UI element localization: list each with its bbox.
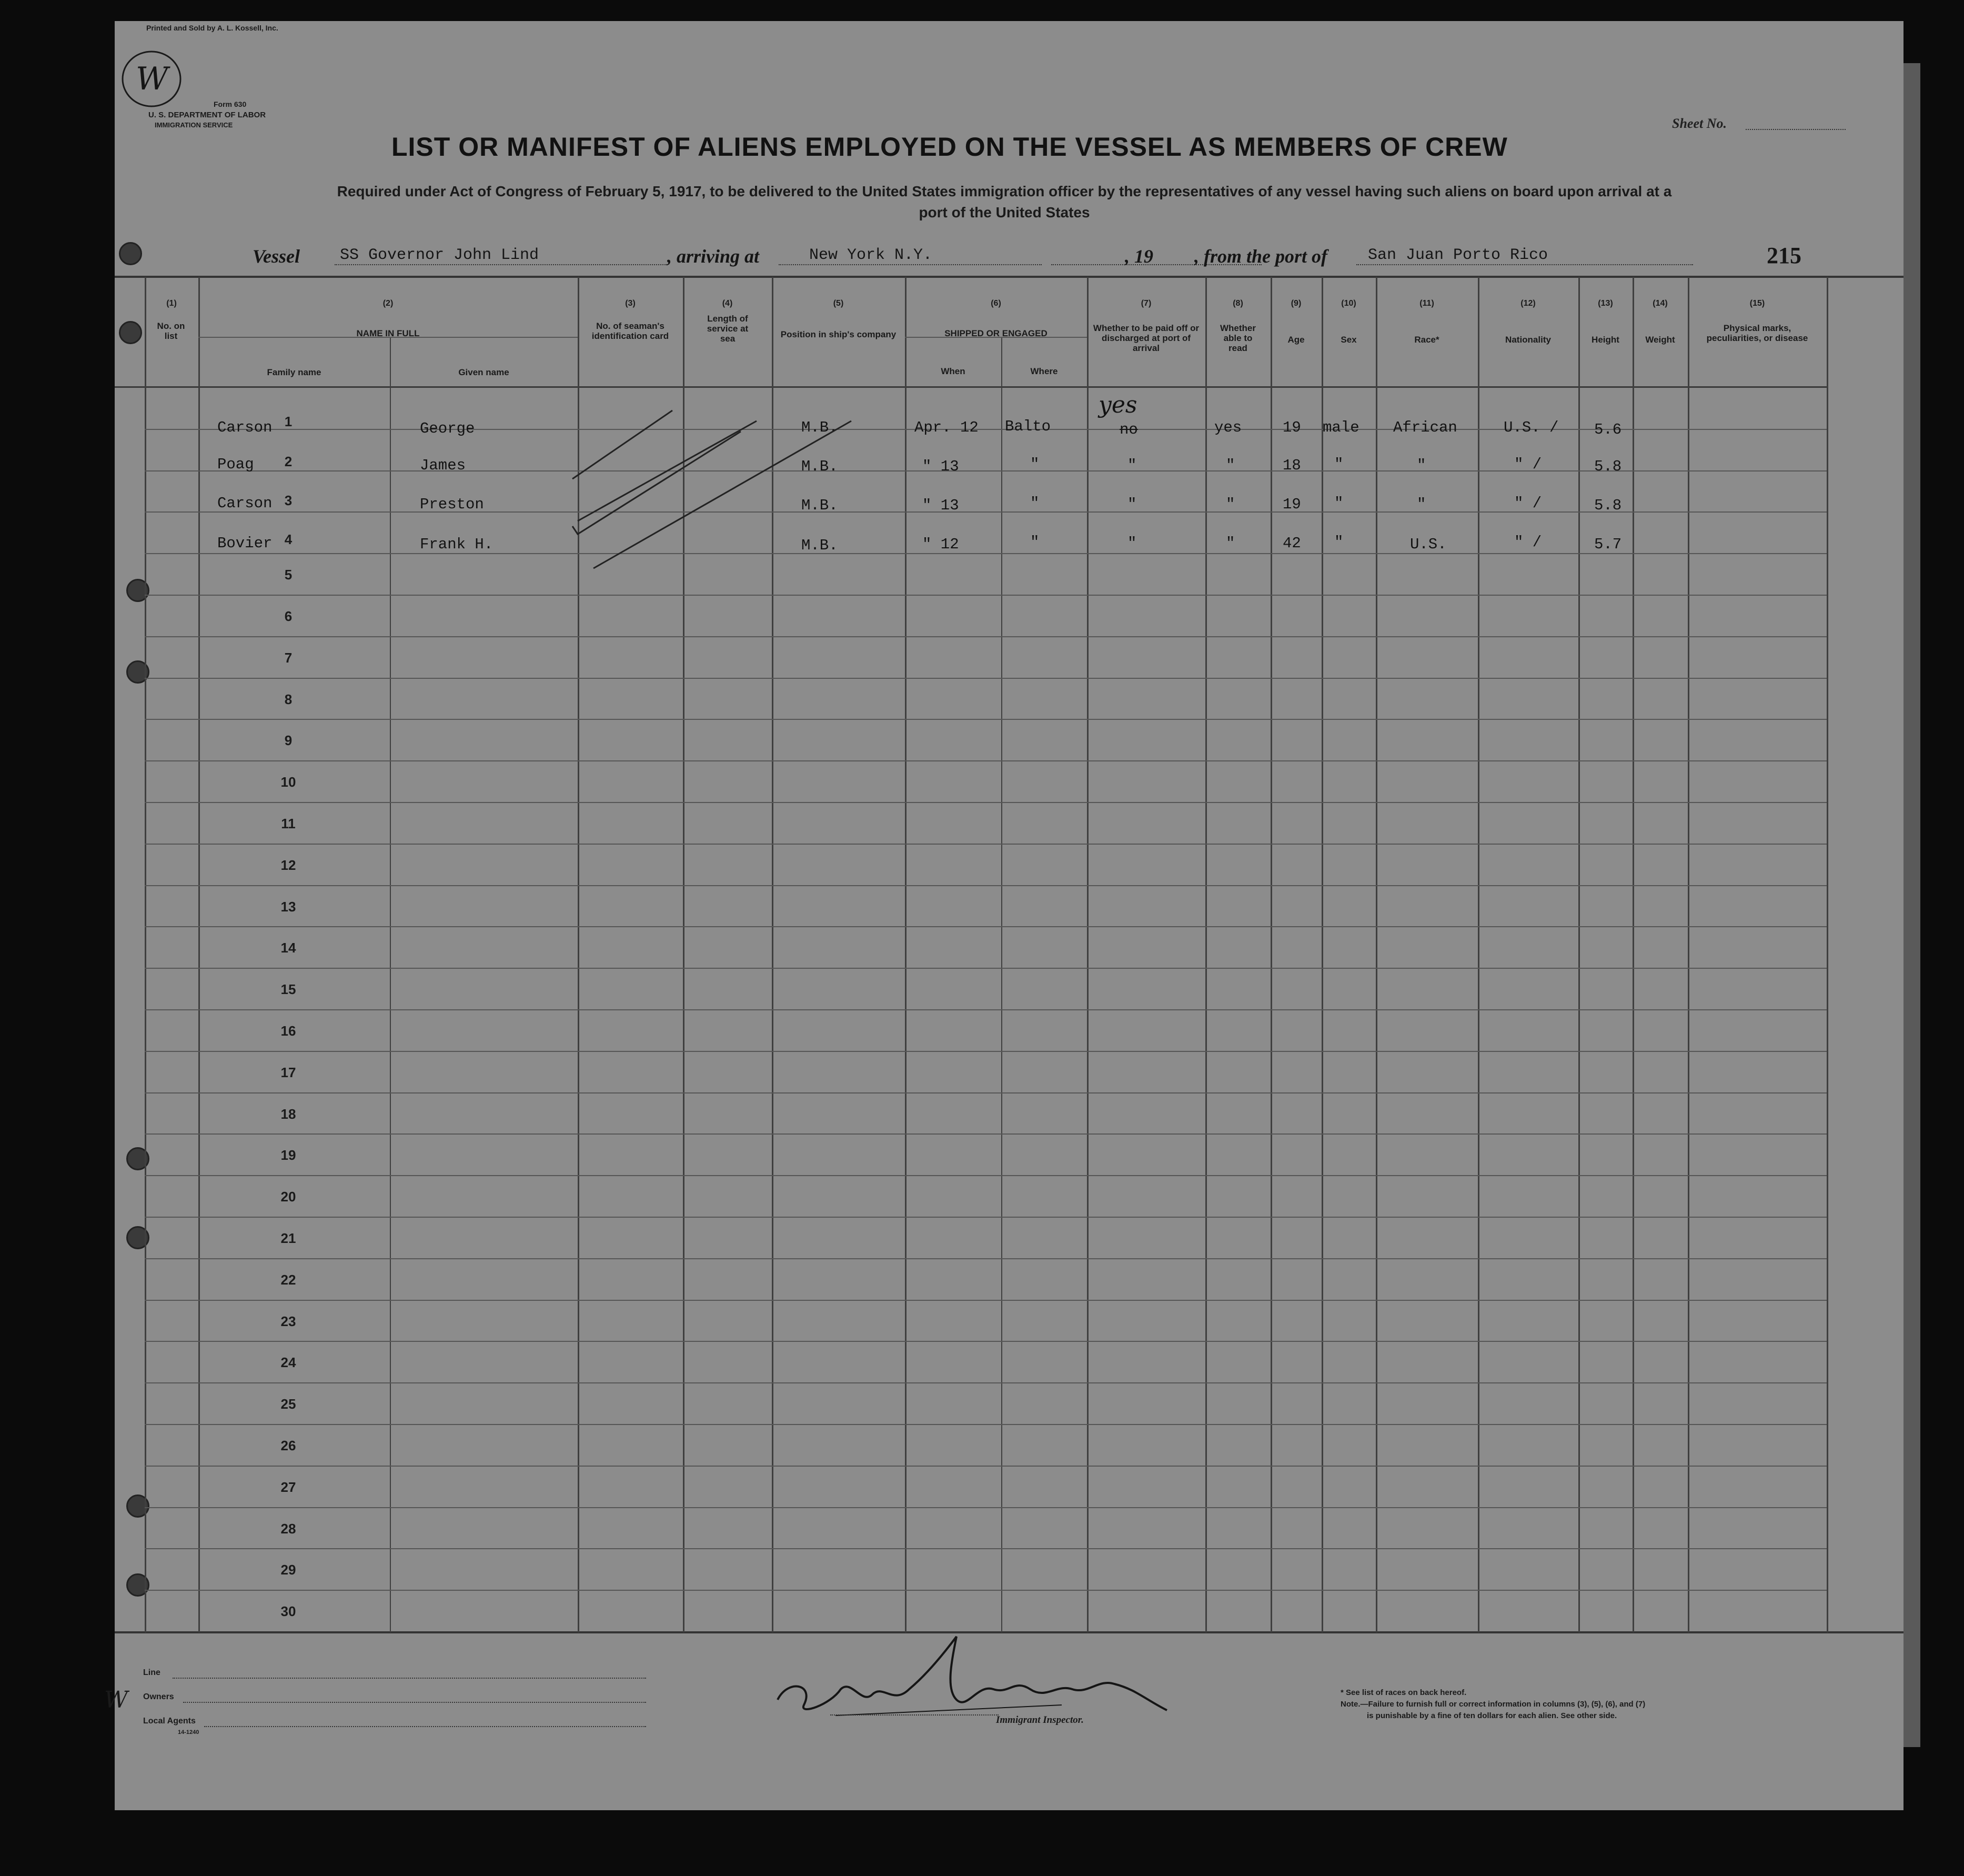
col-line (1578, 277, 1580, 1632)
form-title: LIST OR MANIFEST OF ALIENS EMPLOYED ON THE VESSEL AS MEMBERS OF CREW (391, 132, 1508, 162)
paid-off-cell: " (1127, 457, 1137, 474)
page-number: 215 (1767, 243, 1801, 268)
row-divider (145, 678, 1827, 679)
col2-number: (2) (382, 299, 394, 308)
when-cell: " 12 (922, 536, 959, 553)
height-cell: 5.8 (1594, 458, 1622, 475)
race-cell: " (1417, 457, 1426, 474)
row-number: 14 (280, 940, 296, 956)
age-cell: 18 (1283, 457, 1301, 474)
col8-label: Whether able to read (1220, 323, 1256, 353)
row-divider (145, 511, 1827, 513)
height-cell: 5.7 (1594, 536, 1622, 553)
row-number: 17 (280, 1065, 296, 1080)
inspector-signature (767, 1626, 1177, 1731)
row-number: 23 (280, 1313, 296, 1329)
owners-label: Owners (143, 1692, 174, 1701)
header-bottom-border (115, 386, 1827, 388)
owners-field (183, 1702, 646, 1703)
subtitle-line1: Required under Act of Congress of February 5, 1917, to be delivered to the United States immigration officer by the representatives of any vessel having such aliens on board upon arrival at a (337, 183, 1672, 199)
row-divider (145, 636, 1827, 637)
sex-cell: male (1323, 419, 1359, 436)
row-divider (145, 760, 1827, 761)
row-divider (145, 844, 1827, 845)
col-line (1688, 277, 1689, 1632)
sex-cell: " (1334, 495, 1344, 512)
col15-label: Physical marks, peculiarities, or disease (1706, 323, 1808, 343)
row-number: 26 (280, 1438, 296, 1453)
row-divider (145, 553, 1827, 554)
punch-hole (119, 321, 142, 344)
position-cell: M.B. (801, 537, 838, 554)
row-divider (145, 1341, 1827, 1342)
row-divider (145, 1590, 1827, 1591)
line-field (173, 1678, 646, 1679)
punch-hole (119, 242, 142, 265)
sheet-no-line (1746, 129, 1846, 130)
col-line (1001, 337, 1002, 1632)
given-name-header: Given name (458, 367, 509, 377)
vessel-line (335, 264, 667, 265)
row-number: 10 (280, 774, 296, 790)
read-cell: " (1226, 496, 1235, 513)
row-number: 1 (284, 414, 293, 429)
row-divider (145, 1051, 1827, 1052)
row-number: 15 (280, 981, 296, 997)
col8-number: (8) (1233, 299, 1243, 308)
col13-label: Height (1592, 335, 1619, 345)
race-cell: " (1417, 496, 1426, 513)
row-number: 12 (280, 857, 296, 873)
row-divider (145, 1092, 1827, 1094)
stamp-mark-text: W (136, 61, 168, 97)
local-agents-field (204, 1726, 646, 1727)
position-cell: M.B. (801, 419, 838, 436)
row-number: 25 (280, 1396, 296, 1412)
row-number: 30 (280, 1603, 296, 1619)
row-divider (145, 968, 1827, 969)
col-line (1322, 277, 1323, 1632)
family-name-cell: Bovier (217, 535, 273, 552)
col7-label: Whether to be paid off or discharged at port of arrival (1093, 323, 1200, 353)
paid-off-cell: " (1127, 535, 1137, 552)
printer-note: Printed and Sold by A. L. Kossell, Inc. (146, 24, 278, 32)
position-cell: M.B. (801, 497, 838, 514)
col-line (1376, 277, 1377, 1632)
row-number: 29 (280, 1562, 296, 1578)
where-cell: " (1030, 456, 1040, 473)
row-number: 9 (284, 733, 293, 748)
when-cell: " 13 (922, 458, 959, 475)
row-number: 24 (280, 1355, 296, 1370)
given-name-cell: Preston (420, 496, 484, 513)
family-name-cell: Carson (217, 495, 273, 512)
pen-check-marks (557, 389, 883, 579)
col3-label: No. of seaman's identification card (591, 321, 669, 341)
age-cell: 19 (1283, 419, 1301, 436)
arriving-line (779, 264, 1042, 265)
given-name-cell: James (420, 457, 466, 474)
col-line (905, 277, 907, 1632)
row-divider (145, 1466, 1827, 1467)
col14-label: Weight (1645, 335, 1675, 345)
row-divider (145, 1133, 1827, 1135)
row-divider (145, 1300, 1827, 1301)
row-divider (145, 802, 1827, 803)
col-line (145, 277, 146, 1632)
row-number: 5 (284, 567, 293, 583)
row-number: 7 (284, 650, 293, 666)
row-divider (145, 926, 1827, 927)
col6-number: (6) (991, 299, 1001, 308)
when-cell: " 13 (922, 497, 959, 514)
nationality-cell: U.S. / (1504, 419, 1559, 436)
col-line (390, 337, 391, 1632)
row-number: 6 (284, 608, 293, 624)
col14-number: (14) (1653, 299, 1668, 308)
row-number: 4 (284, 531, 293, 547)
col7-number: (7) (1141, 299, 1152, 308)
from-label: , from the port of (1194, 246, 1328, 267)
paid-off-correction: yes (1099, 392, 1137, 418)
col11-label: Race* (1414, 335, 1439, 345)
sheet-no-label: Sheet No. (1672, 116, 1727, 131)
age-cell: 19 (1283, 496, 1301, 513)
height-cell: 5.8 (1594, 497, 1622, 514)
row-divider (145, 429, 1827, 430)
row-number: 22 (280, 1272, 296, 1288)
family-name-cell: Carson (217, 419, 273, 436)
row-number: 28 (280, 1521, 296, 1537)
service-name: IMMIGRATION SERVICE (155, 121, 233, 129)
from-port: San Juan Porto Rico (1368, 246, 1548, 264)
col15-number: (15) (1749, 299, 1765, 308)
col9-label: Age (1287, 335, 1305, 345)
col-line (1205, 277, 1207, 1632)
col10-label: Sex (1341, 335, 1357, 345)
where-cell: Balto (1005, 418, 1051, 435)
col3-number: (3) (625, 299, 636, 308)
col5-label: Position in ship's company (780, 329, 897, 339)
read-cell: " (1226, 535, 1235, 552)
row-number: 18 (280, 1106, 296, 1122)
penalty-note: Note.—Failure to furnish full or correct information in columns (3), (5), (6), and (7) (1341, 1700, 1646, 1709)
col10-number: (10) (1341, 299, 1356, 308)
race-cell: U.S. (1410, 536, 1447, 553)
family-name-cell: Poag (217, 456, 254, 473)
when-header: When (941, 366, 965, 376)
col2-label: NAME IN FULL (356, 328, 420, 338)
read-cell: " (1226, 457, 1235, 474)
row-divider (145, 1175, 1827, 1176)
table-top-border (115, 276, 1903, 278)
height-cell: 5.6 (1594, 421, 1622, 438)
row-divider (145, 719, 1827, 720)
position-cell: M.B. (801, 458, 838, 475)
nationality-cell: " / (1514, 495, 1542, 512)
paid-off-cell: no (1120, 421, 1138, 438)
margin-mark: W (104, 1687, 128, 1713)
where-cell: " (1030, 534, 1040, 551)
col4-number: (4) (722, 299, 733, 308)
year-label: , 19 (1125, 246, 1153, 267)
row-number: 16 (280, 1023, 296, 1039)
col-line (1633, 277, 1634, 1632)
family-name-header: Family name (267, 367, 321, 377)
penalty-note-cont: is punishable by a fine of ten dollars for each alien. See other side. (1367, 1711, 1617, 1720)
row-divider (145, 1424, 1827, 1425)
race-cell: African (1393, 419, 1457, 436)
row-number: 2 (284, 454, 293, 469)
col13-number: (13) (1598, 299, 1613, 308)
col4-label: Length of service at sea (707, 314, 749, 344)
inspector-label: Immigrant Inspector. (996, 1714, 1084, 1725)
age-cell: 42 (1283, 535, 1301, 552)
col12-label: Nationality (1505, 335, 1551, 345)
arriving-label: , arriving at (667, 246, 760, 267)
row-number: 20 (280, 1189, 296, 1205)
col-line (1827, 277, 1828, 1632)
col1-label: No. on list (157, 321, 185, 341)
row-divider (145, 1382, 1827, 1383)
where-cell: " (1030, 495, 1040, 512)
races-note: * See list of races on back hereof. (1341, 1688, 1467, 1697)
row-divider (145, 1258, 1827, 1259)
col-line (1478, 277, 1479, 1632)
row-number: 21 (280, 1230, 296, 1246)
row-divider (145, 470, 1827, 471)
given-name-cell: George (420, 420, 475, 437)
sex-cell: " (1334, 456, 1344, 473)
col5-number: (5) (833, 299, 844, 308)
row-divider (145, 595, 1827, 596)
row-divider (145, 1217, 1827, 1218)
nationality-cell: " / (1514, 456, 1542, 473)
row-number: 11 (281, 816, 296, 831)
subtitle-line2: port of the United States (919, 204, 1090, 220)
when-cell: Apr. 12 (914, 419, 979, 436)
col9-number: (9) (1291, 299, 1302, 308)
col-line (1271, 277, 1272, 1632)
sex-cell: " (1334, 534, 1344, 551)
where-header: Where (1030, 366, 1058, 376)
manifest-page (104, 21, 1903, 1810)
stamp-mark (117, 47, 186, 111)
local-agents-label: Local Agents (143, 1717, 196, 1725)
row-number: 3 (284, 493, 293, 508)
row-divider (145, 1009, 1827, 1010)
form-number: Form 630 (214, 100, 247, 108)
line-label: Line (143, 1668, 160, 1677)
row-divider (145, 885, 1827, 886)
arriving-port: New York N.Y. (809, 246, 933, 264)
row-number: 19 (280, 1147, 296, 1163)
signature-line (830, 1714, 999, 1716)
row-divider (145, 1548, 1827, 1549)
vessel-label: Vessel (253, 246, 300, 267)
row-number: 13 (280, 899, 296, 915)
form-code: 14-1240 (178, 1729, 199, 1735)
col11-number: (11) (1419, 299, 1434, 308)
read-cell: yes (1214, 419, 1242, 436)
col12-number: (12) (1520, 299, 1536, 308)
nationality-cell: " / (1514, 534, 1542, 551)
paid-off-cell: " (1127, 496, 1137, 513)
col-line (198, 277, 200, 1632)
row-number: 8 (284, 691, 293, 707)
from-line (1356, 264, 1693, 265)
col-line (1087, 277, 1089, 1632)
row-number: 27 (280, 1479, 296, 1495)
form-subtitle (149, 183, 1859, 200)
col6-label: SHIPPED OR ENGAGED (944, 328, 1048, 338)
department-name: U. S. DEPARTMENT OF LABOR (148, 111, 266, 119)
given-name-cell: Frank H. (420, 536, 493, 553)
vessel-name: SS Governor John Lind (340, 246, 539, 264)
row-divider (145, 1507, 1827, 1508)
col1-number: (1) (166, 299, 177, 308)
